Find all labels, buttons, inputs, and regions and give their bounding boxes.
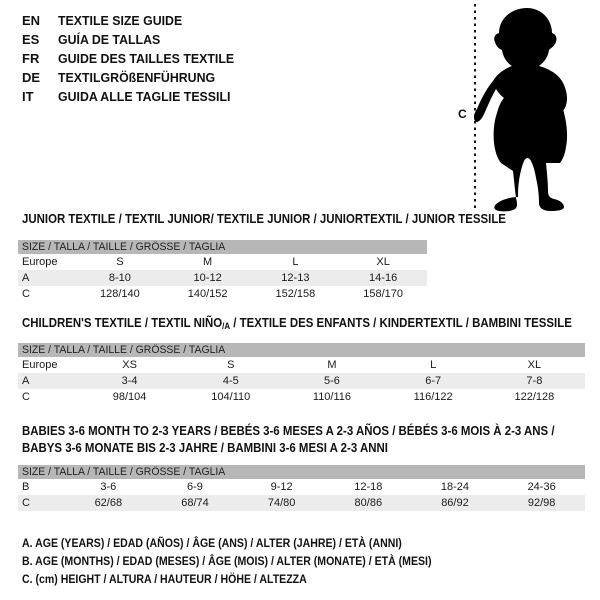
footnotes-block [22, 536, 487, 590]
junior-section-title: JUNIOR TEXTILE / TEXTIL JUNIOR/ TEXTILE JUNIOR / JUNIORTEXTIL / JUNIOR TESSILE [22, 211, 506, 226]
table-row-europe [18, 254, 427, 270]
cell: 80/86 [354, 497, 383, 509]
babies-size-table [18, 465, 585, 511]
lang-code: DE [22, 70, 41, 85]
language-title-block [22, 11, 243, 106]
lang-label: GUÍA DE TALLAS [58, 32, 161, 47]
cell: 140/152 [187, 288, 228, 300]
cell: 12-13 [281, 272, 310, 284]
row-label: Europe [22, 256, 58, 268]
footnote-age-years: A. AGE (YEARS) / EDAD (AÑOS) / ÂGE (ANS) / ALTER (JAHRE) / ETÀ (ANNI) [22, 536, 402, 550]
table-row-age [18, 270, 427, 286]
row-label: C [22, 288, 30, 300]
cell: 104/110 [211, 391, 251, 403]
lang-label: TEXTILGRÖßENFÜHRUNG [58, 70, 216, 85]
junior-size-table [18, 240, 427, 302]
cell: 12-18 [354, 481, 383, 493]
cell: 4-5 [222, 375, 239, 387]
figure-height-label: C [458, 107, 467, 121]
table-row-height [18, 389, 585, 405]
lang-code: IT [22, 89, 34, 104]
cell: 158/170 [363, 288, 403, 300]
cell: 122/128 [514, 391, 555, 403]
cell: 110/116 [312, 391, 352, 403]
cell: 9-12 [270, 481, 293, 493]
cell: 3-6 [100, 481, 117, 493]
row-label: B [22, 481, 30, 493]
children-size-table [18, 343, 585, 405]
cell: XL [527, 359, 542, 371]
cell: XS [122, 359, 137, 371]
row-label: C [22, 391, 30, 403]
babies-section-title-line2: BABYS 3-6 MONATE BIS 2-3 JAHRE / BAMBINI 3-6 MESI A 2-3 ANNI [22, 440, 388, 455]
cell: 86/92 [441, 497, 469, 509]
cell: L [292, 256, 299, 268]
lang-label: GUIDE DES TAILLES TEXTILE [58, 51, 235, 66]
cell: 62/68 [94, 497, 123, 509]
cell: 14-16 [369, 272, 398, 284]
cell: L [430, 359, 437, 371]
cell: 128/140 [99, 288, 140, 300]
cell: M [327, 359, 337, 371]
cell: 6-9 [187, 481, 203, 493]
cell: S [116, 256, 124, 268]
lang-code: ES [22, 32, 40, 47]
cell: 10-12 [193, 272, 222, 284]
size-header-bar: SIZE / TALLA / TAILLE / GRÖSSE / TAGLIA [18, 240, 427, 254]
cell: 116/122 [413, 391, 453, 403]
lang-row-fr [22, 49, 243, 68]
cell: 24-36 [527, 481, 556, 493]
lang-label: GUIDA ALLE TAGLIE TESSILI [58, 89, 231, 104]
row-label: C [22, 497, 30, 509]
title-subscript: /A [222, 321, 231, 331]
cell: 152/158 [275, 288, 316, 300]
lang-row-it [22, 87, 243, 106]
cell: 5-6 [324, 375, 340, 387]
cell: 18-24 [440, 481, 470, 493]
lang-code: EN [22, 13, 41, 28]
cell: 98/104 [112, 391, 147, 403]
cell: 68/74 [181, 497, 209, 509]
lang-code: FR [22, 51, 40, 66]
table-row-height [18, 286, 427, 302]
baby-figure [452, 0, 600, 215]
children-section-title: CHILDREN'S TEXTILE / TEXTIL NIÑO/A / TEXTILE DES ENFANTS / KINDERTEXTIL / BAMBINI TESSILE [22, 315, 572, 331]
row-label: Europe [22, 359, 58, 371]
cell: 74/80 [267, 497, 296, 509]
footnote-height: C. (cm) HEIGHT / ALTURA / HAUTEUR / HÖHE / ALTEZZA [22, 572, 307, 586]
table-row-age-months [18, 479, 585, 495]
baby-silhouette [474, 8, 567, 211]
lang-row-en [22, 11, 243, 30]
cell: M [203, 256, 213, 268]
cell: 8-10 [108, 272, 131, 284]
cell: XL [376, 256, 390, 268]
cell: 92/98 [527, 497, 556, 509]
size-header-bar: SIZE / TALLA / TAILLE / GRÖSSE / TAGLIA [18, 343, 585, 357]
lang-row-de [22, 68, 243, 87]
lang-label: TEXTILE SIZE GUIDE [58, 13, 183, 28]
baby-silhouette-svg [452, 0, 600, 215]
footnote-age-months: B. AGE (MONTHS) / EDAD (MESES) / ÂGE (MOIS) / ALTER (MONATE) / ETÀ (MESI) [22, 554, 432, 568]
table-row-height [18, 495, 585, 511]
size-header-bar: SIZE / TALLA / TAILLE / GRÖSSE / TAGLIA [18, 465, 585, 479]
row-label: A [22, 375, 30, 387]
lang-row-es [22, 30, 243, 49]
row-label: A [22, 272, 30, 284]
babies-section-title-line1: BABIES 3-6 MONTH TO 2-3 YEARS / BEBÉS 3-6 MESES A 2-3 AÑOS / BÉBÉS 3-6 MOIS À 2-3 ANS / [22, 423, 555, 438]
cell: 6-7 [425, 375, 442, 387]
cell: 7-8 [526, 375, 543, 387]
cell: 3-4 [121, 375, 138, 387]
table-row-age [18, 373, 585, 389]
cell: S [227, 359, 235, 371]
table-row-europe [18, 357, 585, 373]
